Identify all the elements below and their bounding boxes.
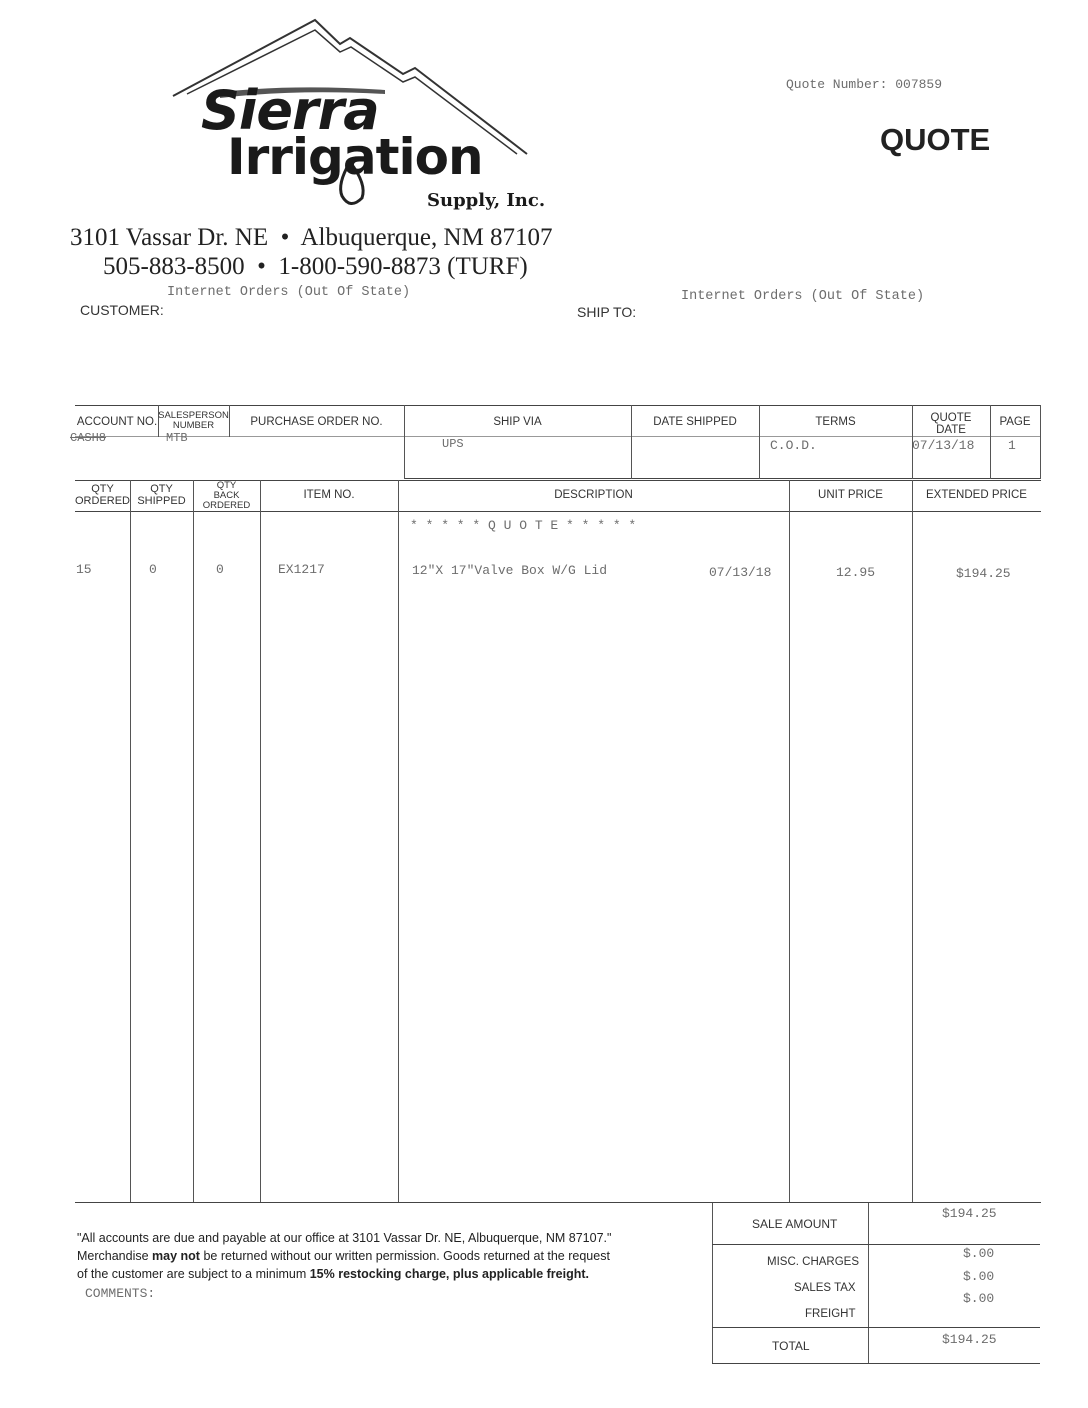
header-unit-price: UNIT PRICE <box>818 489 883 501</box>
customer-label: CUSTOMER: <box>80 302 164 318</box>
header-qty-back-line3: ORDERED <box>202 499 251 511</box>
misc-charges-value: $.00 <box>963 1246 995 1261</box>
row-description: 12"X 17"Valve Box W/G Lid <box>412 563 608 578</box>
header-quote-date-line1: QUOTE <box>930 412 972 424</box>
header-qty-back-line2: BACK <box>213 489 240 501</box>
freight-value: $.00 <box>963 1291 995 1306</box>
header-item-no: ITEM NO. <box>303 489 355 501</box>
terms-line-1: "All accounts are due and payable at our office at 3101 Vassar Dr. NE, Albuquerque, NM 87107." <box>77 1231 612 1245</box>
row-qty-ordered: 15 <box>76 562 92 577</box>
value-terms: C.O.D. <box>770 438 817 453</box>
header-purchase-order: PURCHASE ORDER NO. <box>250 416 383 428</box>
header-quote-date-line2: DATE <box>936 424 966 437</box>
value-salesperson: MTB <box>166 431 188 445</box>
header-qty-ordered-line2: ORDERED <box>75 494 131 507</box>
header-salesperson-line2: NUMBER <box>172 419 215 431</box>
header-terms: TERMS <box>815 416 856 428</box>
logo-text-supply: Supply, Inc. <box>427 190 546 211</box>
terms-line-2b: may not <box>152 1249 200 1263</box>
terms-line-2a: Merchandise <box>77 1249 153 1263</box>
value-ship-via: UPS <box>442 437 464 451</box>
header-qty-back-line1: QTY <box>216 480 237 491</box>
value-quote-date: 07/13/18 <box>912 438 975 453</box>
header-qty-shipped-line1: QTY <box>150 483 173 495</box>
value-page: 1 <box>1008 438 1016 453</box>
row-qty-back: 0 <box>216 562 224 577</box>
sale-amount-value: $194.25 <box>942 1206 997 1221</box>
header-salesperson-line1: SALESPERSON <box>158 410 229 421</box>
header-description: DESCRIPTION <box>554 489 633 501</box>
quote-banner: * * * * * Q U O T E * * * * * <box>410 518 637 533</box>
row-qty-shipped: 0 <box>149 562 157 577</box>
terms-line-2c: be returned without our written permission. Goods returned at the request <box>199 1249 610 1263</box>
ship-to-label: SHIP TO: <box>577 304 637 320</box>
header-qty-ordered-line1: QTY <box>91 483 114 495</box>
logo-text-irrigation: Irrigation <box>227 128 483 186</box>
row-item-no: EX1217 <box>278 562 325 577</box>
ship-to-value: Internet Orders (Out Of State) <box>681 289 925 304</box>
row-unit-price: 12.95 <box>836 565 876 580</box>
value-account-no: CASH8 <box>70 431 107 445</box>
freight-label: FREIGHT <box>805 1308 856 1320</box>
row-extended-price: $194.25 <box>956 566 1011 581</box>
misc-charges-label: MISC. CHARGES <box>767 1256 860 1268</box>
company-address: 3101 Vassar Dr. NE • Albuquerque, NM 87107 <box>70 224 553 251</box>
header-account-no: ACCOUNT NO. <box>76 416 158 428</box>
logo-text-sierra: Sierra <box>201 79 379 142</box>
total-label: TOTAL <box>772 1339 810 1353</box>
header-extended-price: EXTENDED PRICE <box>926 489 1027 501</box>
terms-line-3b: 15% restocking charge, plus applicable freight. <box>309 1267 589 1281</box>
company-phones: 505-883-8500 • 1-800-590-8873 (TURF) <box>103 253 528 280</box>
header-ship-via: SHIP VIA <box>493 416 542 428</box>
comments-label: COMMENTS: <box>85 1286 156 1301</box>
sale-amount-label: SALE AMOUNT <box>752 1217 838 1231</box>
quote-number: Quote Number: 007859 <box>786 77 943 92</box>
header-page: PAGE <box>999 416 1031 428</box>
header-qty-shipped-line2: SHIPPED <box>137 494 186 507</box>
customer-value: Internet Orders (Out Of State) <box>167 285 411 300</box>
sales-tax-label: SALES TAX <box>794 1282 856 1294</box>
header-date-shipped: DATE SHIPPED <box>653 416 737 428</box>
sales-tax-value: $.00 <box>963 1269 995 1284</box>
total-value: $194.25 <box>942 1332 997 1347</box>
document-title: QUOTE <box>880 122 991 157</box>
row-date: 07/13/18 <box>709 565 772 580</box>
terms-line-3a: of the customer are subject to a minimum <box>77 1267 310 1281</box>
